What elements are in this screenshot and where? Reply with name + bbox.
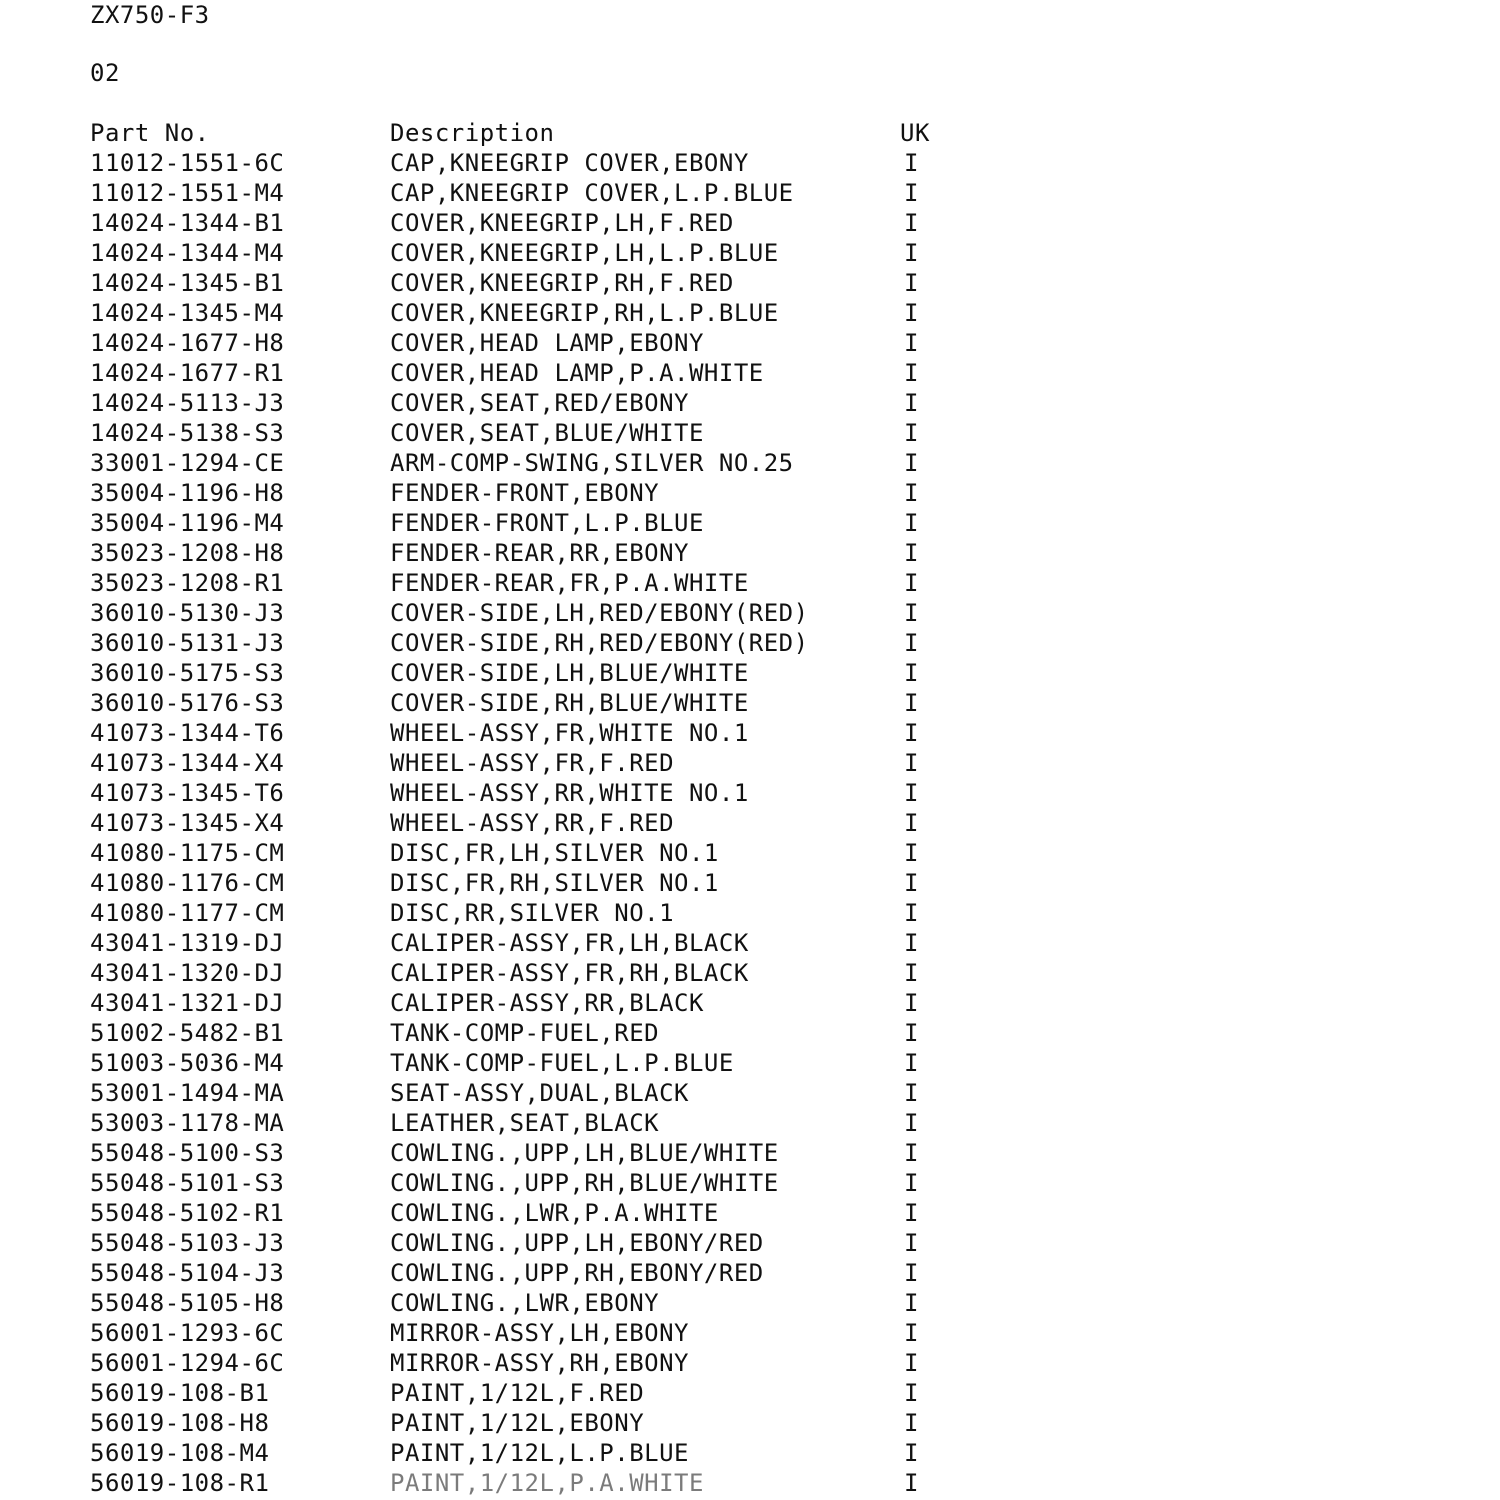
part-description: WHEEL-ASSY,RR,F.RED	[390, 809, 675, 837]
part-number: 53003-1178-MA	[90, 1109, 285, 1137]
table-row	[90, 1228, 1390, 1258]
part-description: WHEEL-ASSY,RR,WHITE NO.1	[390, 779, 749, 807]
uk-flag: I	[904, 659, 919, 687]
table-row	[90, 1468, 1390, 1498]
table-row	[90, 538, 1390, 568]
uk-flag: I	[904, 329, 919, 357]
uk-flag: I	[904, 689, 919, 717]
part-number: 14024-1344-M4	[90, 239, 285, 267]
table-row	[90, 388, 1390, 418]
uk-flag: I	[904, 1439, 919, 1467]
uk-flag: I	[904, 599, 919, 627]
part-number: 35023-1208-H8	[90, 539, 285, 567]
uk-flag: I	[904, 359, 919, 387]
part-description: PAINT,1/12L,EBONY	[390, 1409, 645, 1437]
part-description: COWLING.,UPP,RH,BLUE/WHITE	[390, 1169, 779, 1197]
uk-flag: I	[904, 989, 919, 1017]
part-number: 35004-1196-H8	[90, 479, 285, 507]
part-description: COVER-SIDE,LH,BLUE/WHITE	[390, 659, 749, 687]
part-description: LEATHER,SEAT,BLACK	[390, 1109, 660, 1137]
part-number: 43041-1319-DJ	[90, 929, 285, 957]
part-description: FENDER-FRONT,EBONY	[390, 479, 660, 507]
table-row	[90, 1198, 1390, 1228]
uk-flag: I	[904, 1319, 919, 1347]
table-row	[90, 418, 1390, 448]
part-description: CALIPER-ASSY,RR,BLACK	[390, 989, 704, 1017]
header-part-no: Part No.	[90, 119, 210, 147]
table-row	[90, 598, 1390, 628]
table-row	[90, 1078, 1390, 1108]
part-number: 14024-1677-H8	[90, 329, 285, 357]
part-description: COVER,HEAD LAMP,P.A.WHITE	[390, 359, 764, 387]
part-description: WHEEL-ASSY,FR,F.RED	[390, 749, 675, 777]
part-number: 14024-5113-J3	[90, 389, 285, 417]
uk-flag: I	[904, 1139, 919, 1167]
part-description: COVER,KNEEGRIP,RH,L.P.BLUE	[390, 299, 779, 327]
table-row	[90, 328, 1390, 358]
part-description: COWLING.,UPP,RH,EBONY/RED	[390, 1259, 764, 1287]
part-description: COWLING.,LWR,EBONY	[390, 1289, 660, 1317]
uk-flag: I	[904, 1379, 919, 1407]
part-number: 14024-1345-M4	[90, 299, 285, 327]
table-header	[90, 118, 1390, 148]
uk-flag: I	[904, 1259, 919, 1287]
part-number: 41080-1175-CM	[90, 839, 285, 867]
uk-flag: I	[904, 1019, 919, 1047]
part-number: 55048-5102-R1	[90, 1199, 285, 1227]
part-description: FENDER-REAR,FR,P.A.WHITE	[390, 569, 749, 597]
header-description: Description	[390, 119, 555, 147]
table-row	[90, 178, 1390, 208]
part-number: 55048-5101-S3	[90, 1169, 285, 1197]
part-number: 14024-5138-S3	[90, 419, 285, 447]
part-number: 53001-1494-MA	[90, 1079, 285, 1107]
part-description: COVER-SIDE,RH,BLUE/WHITE	[390, 689, 749, 717]
part-number: 36010-5131-J3	[90, 629, 285, 657]
uk-flag: I	[904, 179, 919, 207]
part-number: 14024-1345-B1	[90, 269, 285, 297]
part-number: 11012-1551-M4	[90, 179, 285, 207]
part-number: 41073-1344-X4	[90, 749, 285, 777]
part-number: 55048-5103-J3	[90, 1229, 285, 1257]
part-description: MIRROR-ASSY,RH,EBONY	[390, 1349, 689, 1377]
part-number: 35004-1196-M4	[90, 509, 285, 537]
table-row	[90, 298, 1390, 328]
table-row	[90, 868, 1390, 898]
part-number: 33001-1294-CE	[90, 449, 285, 477]
table-row	[90, 1168, 1390, 1198]
part-description: DISC,FR,RH,SILVER NO.1	[390, 869, 719, 897]
table-row	[90, 748, 1390, 778]
part-description: COWLING.,LWR,P.A.WHITE	[390, 1199, 719, 1227]
uk-flag: I	[904, 749, 919, 777]
part-description: COVER,KNEEGRIP,LH,L.P.BLUE	[390, 239, 779, 267]
uk-flag: I	[904, 629, 919, 657]
table-row	[90, 148, 1390, 178]
part-number: 14024-1677-R1	[90, 359, 285, 387]
part-number: 36010-5175-S3	[90, 659, 285, 687]
uk-flag: I	[904, 1079, 919, 1107]
page-number: 02	[90, 59, 120, 87]
uk-flag: I	[904, 719, 919, 747]
uk-flag: I	[904, 1469, 919, 1497]
part-number: 41080-1176-CM	[90, 869, 285, 897]
part-description: CALIPER-ASSY,FR,RH,BLACK	[390, 959, 749, 987]
part-description: DISC,RR,SILVER NO.1	[390, 899, 675, 927]
part-number: 56019-108-B1	[90, 1379, 270, 1407]
uk-flag: I	[904, 539, 919, 567]
uk-flag: I	[904, 1409, 919, 1437]
part-description: TANK-COMP-FUEL,L.P.BLUE	[390, 1049, 734, 1077]
part-number: 56019-108-M4	[90, 1439, 270, 1467]
part-number: 56001-1293-6C	[90, 1319, 285, 1347]
part-description: COVER,KNEEGRIP,LH,F.RED	[390, 209, 734, 237]
uk-flag: I	[904, 509, 919, 537]
part-description: PAINT,1/12L,F.RED	[390, 1379, 645, 1407]
uk-flag: I	[904, 389, 919, 417]
part-description: COVER,HEAD LAMP,EBONY	[390, 329, 704, 357]
table-row	[90, 808, 1390, 838]
uk-flag: I	[904, 869, 919, 897]
uk-flag: I	[904, 149, 919, 177]
part-number: 51003-5036-M4	[90, 1049, 285, 1077]
part-description: COWLING.,UPP,LH,BLUE/WHITE	[390, 1139, 779, 1167]
part-number: 56019-108-R1	[90, 1469, 270, 1497]
uk-flag: I	[904, 299, 919, 327]
uk-flag: I	[904, 1289, 919, 1317]
table-row	[90, 508, 1390, 538]
uk-flag: I	[904, 809, 919, 837]
uk-flag: I	[904, 1199, 919, 1227]
table-row	[90, 358, 1390, 388]
part-number: 56001-1294-6C	[90, 1349, 285, 1377]
table-row	[90, 448, 1390, 478]
uk-flag: I	[904, 839, 919, 867]
table-row	[90, 208, 1390, 238]
table-row	[90, 1108, 1390, 1138]
table-row	[90, 1048, 1390, 1078]
part-number: 41073-1345-X4	[90, 809, 285, 837]
part-number: 43041-1321-DJ	[90, 989, 285, 1017]
table-row	[90, 1138, 1390, 1168]
part-number: 55048-5104-J3	[90, 1259, 285, 1287]
uk-flag: I	[904, 1169, 919, 1197]
table-row	[90, 1318, 1390, 1348]
part-number: 56019-108-H8	[90, 1409, 270, 1437]
part-description: COVER-SIDE,LH,RED/EBONY(RED)	[390, 599, 809, 627]
part-number: 55048-5100-S3	[90, 1139, 285, 1167]
part-description: CALIPER-ASSY,FR,LH,BLACK	[390, 929, 749, 957]
parts-list-page	[90, 0, 1490, 1500]
table-row	[90, 988, 1390, 1018]
table-row	[90, 928, 1390, 958]
part-description: TANK-COMP-FUEL,RED	[390, 1019, 660, 1047]
table-row	[90, 568, 1390, 598]
part-description: COVER,KNEEGRIP,RH,F.RED	[390, 269, 734, 297]
table-row	[90, 1438, 1390, 1468]
part-number: 41080-1177-CM	[90, 899, 285, 927]
uk-flag: I	[904, 959, 919, 987]
part-description: CAP,KNEEGRIP COVER,L.P.BLUE	[390, 179, 794, 207]
table-row	[90, 1018, 1390, 1048]
part-description: COVER,SEAT,RED/EBONY	[390, 389, 689, 417]
table-row	[90, 958, 1390, 988]
part-description: CAP,KNEEGRIP COVER,EBONY	[390, 149, 749, 177]
part-description: FENDER-FRONT,L.P.BLUE	[390, 509, 704, 537]
table-row	[90, 1408, 1390, 1438]
table-row	[90, 478, 1390, 508]
table-row	[90, 838, 1390, 868]
uk-flag: I	[904, 1109, 919, 1137]
uk-flag: I	[904, 269, 919, 297]
part-description: MIRROR-ASSY,LH,EBONY	[390, 1319, 689, 1347]
part-description: PAINT,1/12L,P.A.WHITE	[390, 1469, 704, 1497]
table-row	[90, 688, 1390, 718]
part-number: 43041-1320-DJ	[90, 959, 285, 987]
part-description: FENDER-REAR,RR,EBONY	[390, 539, 689, 567]
part-description: WHEEL-ASSY,FR,WHITE NO.1	[390, 719, 749, 747]
uk-flag: I	[904, 779, 919, 807]
part-number: 51002-5482-B1	[90, 1019, 285, 1047]
part-description: PAINT,1/12L,L.P.BLUE	[390, 1439, 689, 1467]
table-row	[90, 898, 1390, 928]
table-row	[90, 1348, 1390, 1378]
table-row	[90, 268, 1390, 298]
part-description: COWLING.,UPP,LH,EBONY/RED	[390, 1229, 764, 1257]
uk-flag: I	[904, 239, 919, 267]
part-number: 41073-1345-T6	[90, 779, 285, 807]
table-row	[90, 238, 1390, 268]
table-row	[90, 1378, 1390, 1408]
uk-flag: I	[904, 899, 919, 927]
table-row	[90, 658, 1390, 688]
part-number: 11012-1551-6C	[90, 149, 285, 177]
uk-flag: I	[904, 1229, 919, 1257]
part-number: 36010-5176-S3	[90, 689, 285, 717]
part-number: 36010-5130-J3	[90, 599, 285, 627]
part-description: COVER,SEAT,BLUE/WHITE	[390, 419, 704, 447]
model-code: ZX750-F3	[90, 1, 210, 29]
table-row	[90, 718, 1390, 748]
part-description: COVER-SIDE,RH,RED/EBONY(RED)	[390, 629, 809, 657]
table-row	[90, 628, 1390, 658]
header-uk: UK	[900, 119, 930, 147]
table-row	[90, 1258, 1390, 1288]
part-number: 55048-5105-H8	[90, 1289, 285, 1317]
part-number: 41073-1344-T6	[90, 719, 285, 747]
uk-flag: I	[904, 1349, 919, 1377]
part-description: DISC,FR,LH,SILVER NO.1	[390, 839, 719, 867]
part-number: 14024-1344-B1	[90, 209, 285, 237]
part-number: 35023-1208-R1	[90, 569, 285, 597]
uk-flag: I	[904, 479, 919, 507]
part-description: SEAT-ASSY,DUAL,BLACK	[390, 1079, 689, 1107]
part-description: ARM-COMP-SWING,SILVER NO.25	[390, 449, 794, 477]
uk-flag: I	[904, 929, 919, 957]
uk-flag: I	[904, 1049, 919, 1077]
uk-flag: I	[904, 209, 919, 237]
table-row	[90, 778, 1390, 808]
uk-flag: I	[904, 419, 919, 447]
uk-flag: I	[904, 449, 919, 477]
table-row	[90, 1288, 1390, 1318]
uk-flag: I	[904, 569, 919, 597]
